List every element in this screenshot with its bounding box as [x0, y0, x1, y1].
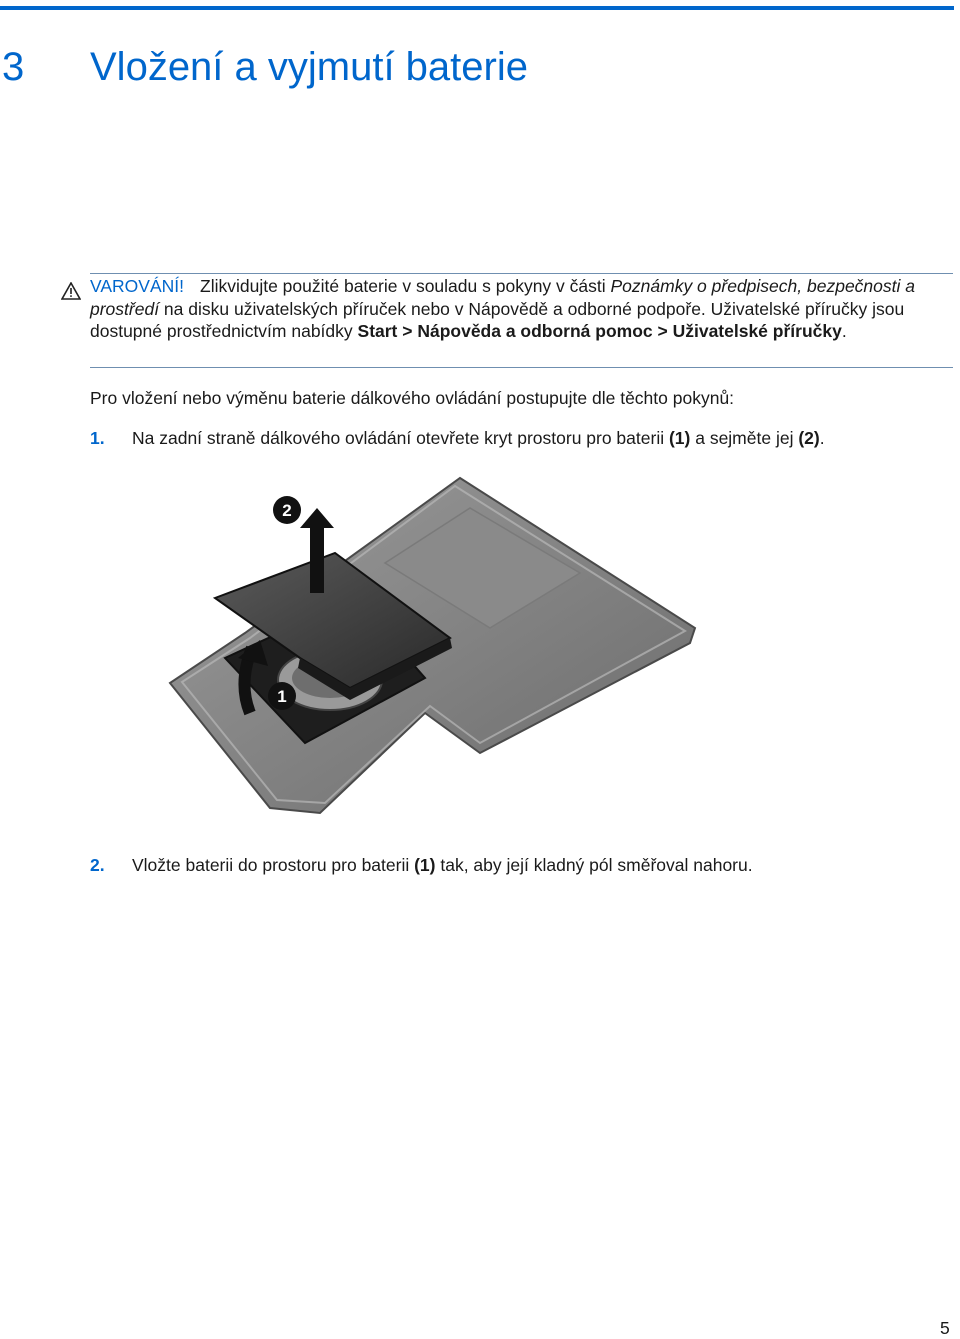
warning-menu-path: Start > Nápověda a odborná pomoc > Uživatelské příručky — [357, 321, 842, 341]
top-rule — [0, 6, 954, 10]
warning-box — [90, 275, 956, 343]
step-1-number: 1. — [90, 428, 105, 448]
remote-battery-illustration — [150, 468, 710, 838]
page-number: 5 — [940, 1318, 950, 1338]
intro-paragraph: Pro vložení nebo výměnu baterie dálkového ovládání postupujte dle těchto pokynů: — [90, 388, 735, 408]
step-1-text — [132, 427, 825, 449]
warning-text-3: . — [841, 321, 847, 341]
warning-top-rule — [90, 273, 953, 274]
warning-text-1: Zlikvidujte použité baterie v souladu s pokyny v části — [200, 276, 611, 296]
step-1-marker-b: (2) — [798, 428, 820, 448]
warning-triangle-icon — [61, 282, 81, 300]
step-2-number: 2. — [90, 855, 105, 875]
warning-text-2: na disku uživatelských příruček nebo v Nápovědě a odborné podpoře. Uživatelské příručky jsou dostupné prostřednictvím nabídky — [90, 298, 905, 341]
step-2-text-b: tak, aby její kladný pól směřoval nahoru. — [435, 855, 753, 875]
step-1-text-c: . — [819, 428, 825, 448]
step-2-text-a: Vložte baterii do prostoru pro baterii — [132, 855, 415, 875]
callout-2: 2 — [282, 501, 292, 520]
step-2-marker-a: (1) — [414, 855, 436, 875]
chapter-title: Vložení a vyjmutí baterie — [90, 44, 528, 89]
step-2-text — [132, 854, 753, 876]
chapter-number: 3 — [2, 44, 25, 89]
step-1-text-a: Na zadní straně dálkového ovládání otevřete kryt prostoru pro baterii — [132, 428, 669, 448]
callout-1: 1 — [277, 687, 287, 706]
warning-label: VAROVÁNÍ! — [90, 276, 185, 296]
step-1-marker-a: (1) — [668, 428, 691, 448]
warning-reference: Poznámky o předpisech, bezpečnosti a prostředí — [90, 276, 915, 319]
warning-bottom-rule — [90, 367, 953, 368]
step-1-text-b: a sejměte jej — [690, 428, 799, 448]
